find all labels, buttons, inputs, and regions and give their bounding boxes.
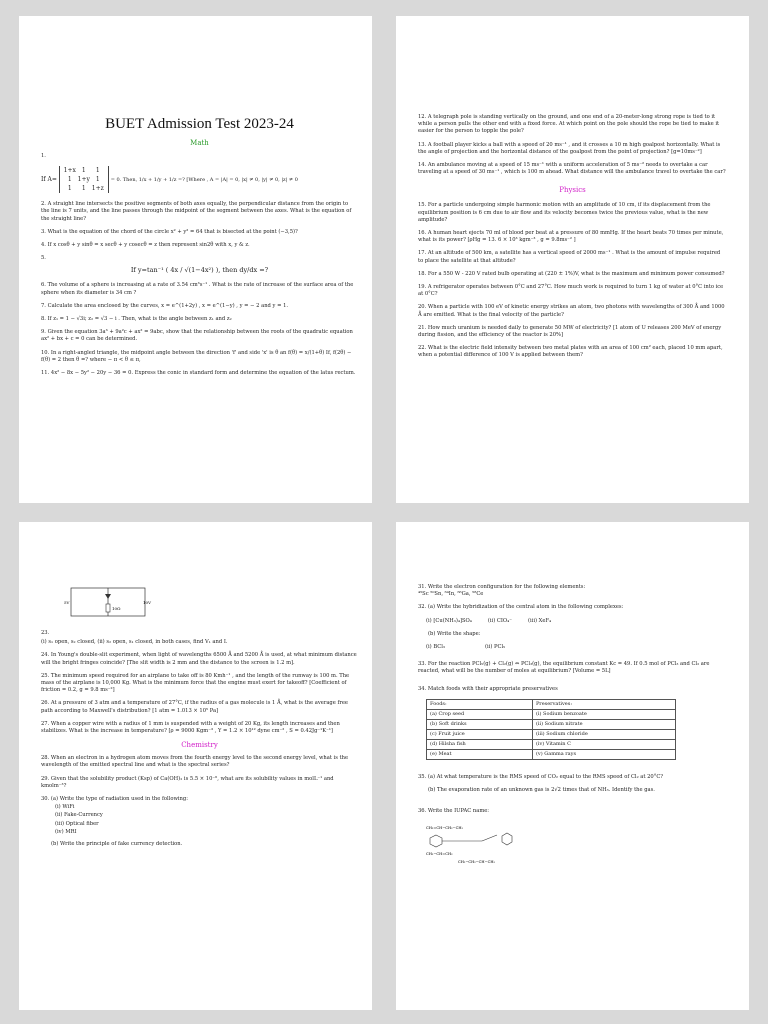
question-24: 24. In Young's double-slit experiment, when light of wavelengths 6500 Å and 5200 Å is used, at what minimum distance will the bright fringes coincide? [The slit width is 2 mm and the distance to the screen is 1.2 m]. bbox=[41, 652, 357, 666]
question-8: 8. If z₁ = 1 − √3i; z₂ = √3 − i . Then, what is the angle between z₁ and z₂ bbox=[41, 316, 232, 323]
matrix-cell: 1 bbox=[95, 167, 100, 175]
page-2 bbox=[396, 16, 749, 503]
question-28: 28. When an electron in a hydrogen atom moves from the fourth energy level to the second energy level, what is the wavelength of the emitted spectral line and what is the spectral series? bbox=[41, 755, 349, 769]
q31-text: 31. Write the electron configuration for the following elements: bbox=[418, 584, 586, 590]
label-10ohm: 10Ω bbox=[112, 606, 121, 611]
question-14: 14. An ambulance moving at a speed of 15 ms⁻¹ with a uniform acceleration of 5 ms⁻² needs to overtake a car traveling at a speed of 30 ms⁻¹ , which is 100 m ahead. What distance will the ambulance travel to overtake the car? bbox=[418, 162, 726, 176]
question-25: 25. The minimum speed required for an airplane to take off is 80 Kmh⁻¹ , and the length of the runway is 100 m. The mass of the airplane is 10,000 Kg. What is the minimum force that the engine must exert for takeoff? [Coefficient of friction = 0.2, g = 9.8 ms⁻²] bbox=[41, 672, 350, 694]
table-row bbox=[427, 749, 676, 759]
question-11: 11. 4x² − 8x − 5y² − 20y − 36 = 0. Express the conic in standard form and determine the equation of the latus rectum. bbox=[41, 370, 356, 377]
q1-equation bbox=[41, 166, 358, 193]
preservatives-table bbox=[426, 699, 676, 760]
struct-label: CH₂−CH=CH₂ bbox=[426, 852, 453, 857]
page-1 bbox=[19, 16, 372, 503]
struct-label: CH₂=CH−CH₂−CH₃ bbox=[426, 826, 463, 831]
q32b-item: (i) BCl₃ bbox=[426, 644, 445, 651]
table-row bbox=[427, 719, 676, 729]
table-cell: (ii) Sodium nitrate bbox=[532, 719, 675, 729]
q5-equation: If y=tan⁻¹ ( 4x / √(1−4x²) ), then dy/dx =? bbox=[130, 266, 269, 275]
table-header-row bbox=[427, 699, 676, 709]
q32-text: 32. (a) Write the hybridization of the central atom in the following complexes: bbox=[418, 604, 624, 611]
q1-label: 1. bbox=[41, 153, 46, 159]
matrix-cell: 1+y bbox=[77, 176, 90, 184]
question-18: 18. For a 550 W - 220 V rated bulb operating at (220 ± 1%)V, what is the maximum and minimum power consumed? bbox=[418, 270, 725, 277]
q30-item: (i) WiFi bbox=[55, 804, 75, 811]
table-header: Preservatives: bbox=[532, 699, 675, 709]
q1-suffix: = 0. Then, 1/x + 1/y + 1/z =? [Where , A = |A| = 0, |x| ≠ 0, |y| ≠ 0, |z| ≠ 0 bbox=[110, 177, 298, 184]
question-17: 17. At an altitude of 500 km, a satellite has a vertical speed of 2000 ms⁻¹ . What is the amount of impulse required to place the satellite at that altitude? bbox=[418, 250, 721, 264]
question-12: 12. A telegraph pole is standing vertically on the ground, and one end of a 20-meter-long strong rope is tied to it while a person pulls the other end with a fixed force. At which point on the pole should the rope be tied to make it easier for the person to topple the pole? bbox=[418, 114, 720, 135]
q30-item: (ii) Fake-Currency bbox=[55, 812, 103, 819]
q32a-item: (i) [Cu(NH₃)₄]SO₄ bbox=[426, 617, 472, 624]
table-cell: (iii) Sodium chloride bbox=[532, 729, 675, 739]
question-19: 19. A refrigerator operates between 0°C and 27°C. How much work is required to turn 1 kg of water at 0°C into ice at 0°C? bbox=[418, 284, 724, 298]
q32b-item: (ii) PCl₅ bbox=[484, 644, 506, 651]
question-27: 27. When a copper wire with a radius of 1 mm is suspended with a weight of 20 Kg, its length increases and then stabilizes. What is the increase in temperature? [ρ = 9000 Kgm⁻³ , Y = 1.2 × 10¹² dyne cm⁻² , S = 0.42Jg⁻¹K⁻¹] bbox=[41, 720, 340, 735]
q1-prefix: If A= bbox=[41, 176, 57, 184]
table-cell: (iv) Vitamin C bbox=[532, 739, 675, 749]
matrix-cell: 1 bbox=[81, 185, 86, 193]
matrix-cell: 1+z bbox=[91, 185, 104, 193]
question-26: 26. At a pressure of 3 atm and a temperature of 27°C, if the radius of a gas molecule is 1 Å, what is the average free path according to Maxwell's distribution? [1 atm = 1.013 × 10⁵ Pa] bbox=[41, 700, 348, 714]
question-30 bbox=[41, 796, 358, 848]
question-15: 15. For a particle undergoing simple harmonic motion with an amplitude of 10 cm, if its displacement from the equilibrium position is 6 cm due to air flow and its velocity becomes twice the previous value, what is the new amplitude? bbox=[418, 202, 711, 223]
ring-icon bbox=[502, 833, 512, 845]
table-row bbox=[427, 709, 676, 719]
question-22: 22. What is the electric field intensity between two metal plates with an area of 100 cm² each, placed 10 mm apart, when a potential difference of 100 V is applied between them? bbox=[418, 345, 723, 359]
table-row bbox=[427, 729, 676, 739]
q32a-item: (iii) XeF₄ bbox=[527, 617, 552, 624]
matrix-cell: 1 bbox=[81, 167, 86, 175]
question-35 bbox=[418, 774, 727, 794]
table-cell: (a) Crop seed bbox=[427, 709, 533, 719]
question-32 bbox=[418, 604, 727, 651]
question-13: 13. A football player kicks a ball with a speed of 20 ms⁻¹ , and it crosses a 10 m high goalpost horizontally. What is the angle of projection and the horizontal distance of the goalpost from the point of projection? [g=10ms⁻²] bbox=[418, 141, 721, 155]
page-4 bbox=[396, 522, 749, 1010]
question-3: 3. What is the equation of the chord of the circle x² + y² = 64 that is bisected at the point (−3,5)? bbox=[41, 228, 298, 235]
q30-item: (iii) Optical fiber bbox=[55, 820, 99, 827]
question-36: 36. Write the IUPAC name: bbox=[418, 808, 490, 815]
section-chemistry: Chemistry bbox=[181, 741, 218, 750]
question-9: 9. Given the equation 3a³ + 9a²c + ax² = 9abc, show that the relationship between the roots of the quadratic equation ax² + bx + c = 0 can be determined. bbox=[41, 329, 353, 343]
matrix-cell: 1 bbox=[67, 176, 72, 184]
label-5v: 5V bbox=[64, 600, 70, 605]
section-math: Math bbox=[190, 139, 209, 147]
table-cell: (v) Gamma rays bbox=[532, 749, 675, 759]
q5-label: 5. bbox=[41, 255, 46, 262]
resistor-symbol bbox=[106, 604, 110, 612]
table-header: Foods: bbox=[427, 699, 533, 709]
question-16: 16. A human heart ejects 70 ml of blood per beat at a pressure of 80 mmHg. If the heart beats 70 times per minute, what is its power? [ρHg = 13. 6 × 10³ kgm⁻³ , g = 9.8ms⁻² ] bbox=[418, 230, 724, 244]
matrix-cell: 1+x bbox=[63, 167, 76, 175]
document-title: BUET Admission Test 2023-24 bbox=[105, 116, 294, 132]
label-10v: 10V bbox=[143, 600, 151, 605]
chemical-structure bbox=[422, 823, 542, 867]
matrix-cell: 1 bbox=[95, 176, 100, 184]
question-10: 10. In a right-angled triangle, the midpoint angle between the direction 'f' and side 'x' is θ an f(θ) = x/(1+θ) If, f(2θ) − f(θ) = 2 then θ =? where − π < θ ≤ π, bbox=[41, 349, 352, 363]
circuit-diagram bbox=[63, 584, 153, 624]
q30b-text: (b) Write the principle of fake currency detection. bbox=[51, 841, 183, 848]
question-31 bbox=[418, 584, 727, 598]
table-cell: (e) Meat bbox=[427, 749, 533, 759]
q35a-text: 35. (a) At what temperature is the RMS speed of CO₂ equal to the RMS speed of Cl₂ at 20°C? bbox=[418, 773, 664, 780]
question-4: 4. If x cosθ + y sinθ = x secθ + y cosecθ = z then represent sin2θ with x, y & z. bbox=[41, 242, 250, 249]
benzene-ring-icon bbox=[430, 835, 442, 847]
table-cell: (i) Sodium benzoate bbox=[532, 709, 675, 719]
q32b-text: (b) Write the shape: bbox=[428, 630, 481, 637]
question-33: 33. For the reaction PCl₅(g) + Cl₂(g) ⇔ PCl₃(g), the equilibrium constant Kc = 49. If 0.5 mol of PCl₃ and Cl₂ are reacted, what will be the number of moles at equilibrium? [Volume = 5L] bbox=[418, 661, 710, 675]
diode-symbol bbox=[105, 594, 111, 599]
table-cell: (d) Hilsha fish bbox=[427, 739, 533, 749]
q35b-text: (b) The evaporation rate of an unknown gas is 2√2 times that of NH₃. Identify the gas. bbox=[428, 787, 655, 794]
struct-label: CH₃−CH₂−CH−CH₂ bbox=[458, 860, 495, 865]
q30-text: 30. (a) Write the type of radiation used in the following: bbox=[41, 796, 188, 803]
q30-item: (iv) MRI bbox=[55, 828, 77, 835]
question-7: 7. Calculate the area enclosed by the curves, x = e^(1+2y) , x = e^(1−y) , y = − 2 and y = 1. bbox=[41, 302, 289, 309]
question-34: 34. Match foods with their appropriate preservatives bbox=[418, 685, 558, 692]
table-cell: (c) Fruit juice bbox=[427, 729, 533, 739]
question-20: 20. When a particle with 100 eV of kinetic energy strikes an atom, two photons with wavelengths of 300 Å and 1000 Å are emitted. What is the final velocity of the particle? bbox=[418, 304, 725, 318]
question-23: (i) s₁ open, s₂ closed, (ii) s₂ open, s₁ closed, in both cases, find V₁ and I. bbox=[41, 639, 228, 646]
table-row bbox=[427, 739, 676, 749]
q1-matrix bbox=[59, 166, 109, 193]
q23-label: 23. bbox=[41, 630, 50, 636]
matrix-cell: 1 bbox=[67, 185, 72, 193]
section-physics: Physics bbox=[559, 186, 586, 195]
q32a-item: (ii) CIO₄⁻ bbox=[487, 617, 512, 624]
table-cell: (b) Soft drinks bbox=[427, 719, 533, 729]
bond-line bbox=[482, 835, 497, 841]
question-29: 29. Given that the solubility product (Ksp) of Ca(OH)₂ is 5.5 × 10⁻⁶, what are its solubility values in molL⁻¹ and kmolm⁻³? bbox=[41, 775, 334, 789]
question-2: 2. A straight line intersects the positive segments of both axes equally, the perpendicular distance from the origin to the line is 7 units, and the line passes through the midpoint of the segment between the axes. What is the equation of the straight line? bbox=[41, 201, 352, 222]
page-3 bbox=[19, 522, 372, 1010]
q31-elements: ⁴⁵Sc ⁵⁰Sn, ⁶⁴In, ⁶⁶Ga, ⁵⁸Ce bbox=[418, 591, 484, 598]
question-6: 6. The volume of a sphere is increasing at a rate of 3.54 cm³s⁻¹ . What is the rate of increase of the surface area of the sphere when its diameter is 34 cm ? bbox=[41, 282, 354, 296]
question-21: 21. How much uranium is needed daily to generate 50 MW of electricity? [1 atom of U releases 200 MeV of energy during fission, and the efficiency of the reactor is 20%] bbox=[418, 324, 722, 339]
